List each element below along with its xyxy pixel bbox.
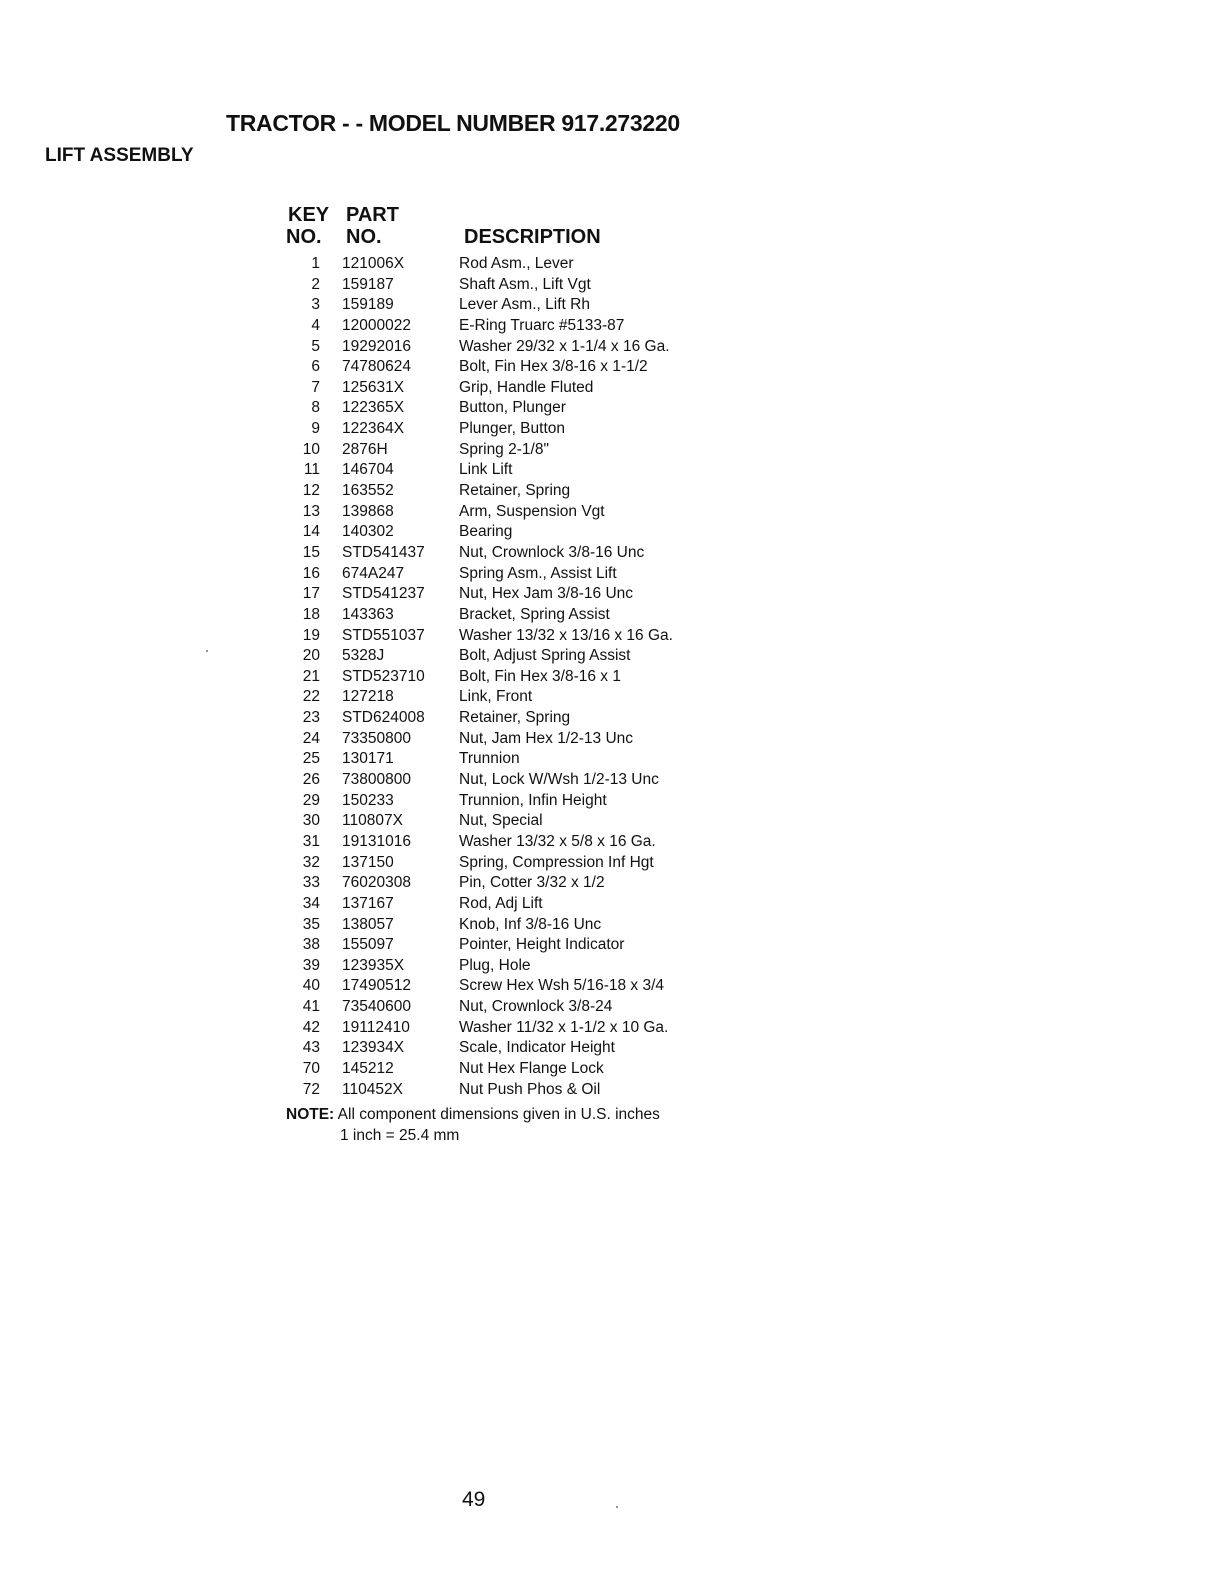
key-number: 13 [302, 502, 320, 520]
key-number: 35 [302, 915, 320, 933]
key-number: 32 [302, 853, 320, 871]
part-description: E-Ring Truarc #5133-87 [459, 316, 625, 334]
part-description: Trunnion, Infin Height [459, 791, 607, 809]
key-number: 6 [311, 358, 320, 376]
note [286, 1104, 660, 1146]
key-number: 29 [302, 791, 320, 809]
part-number: STD541437 [342, 543, 425, 561]
part-description: Nut, Crownlock 3/8-24 [459, 998, 613, 1016]
part-number: 127218 [342, 688, 394, 706]
part-description: Trunnion [459, 750, 520, 768]
part-description: Nut Push Phos & Oil [459, 1080, 601, 1098]
key-number: 72 [302, 1080, 320, 1098]
part-number: STD541237 [342, 585, 425, 603]
part-description: Bolt, Adjust Spring Assist [459, 647, 631, 665]
key-number: 30 [302, 812, 320, 830]
part-number: 12000022 [342, 316, 411, 334]
part-number: 122365X [342, 399, 405, 417]
part-description: Washer 13/32 x 13/16 x 16 Ga. [459, 626, 673, 644]
key-number: 42 [302, 1018, 320, 1036]
part-description: Plug, Hole [459, 956, 531, 974]
part-description: Washer 13/32 x 5/8 x 16 Ga. [459, 832, 656, 850]
part-number: 110452X [342, 1080, 403, 1098]
note-label: NOTE: [286, 1106, 335, 1123]
part-description: Button, Plunger [459, 399, 566, 417]
part-number: 122364X [342, 420, 405, 438]
key-number: 4 [311, 316, 320, 334]
part-description: Link Lift [459, 461, 513, 479]
part-description: Bolt, Fin Hex 3/8-16 x 1-1/2 [459, 358, 648, 376]
note-conversion: 1 inch = 25.4 mm [340, 1127, 460, 1144]
section-title: LIFT ASSEMBLY [45, 145, 194, 166]
page-title: TRACTOR - - MODEL NUMBER 917.273220 [226, 110, 680, 136]
key-number: 20 [302, 647, 320, 665]
page-number: 49 [462, 1488, 486, 1511]
part-number: 2876H [342, 440, 388, 458]
part-number: 110807X [342, 812, 403, 830]
part-description: Bearing [459, 523, 513, 541]
key-number: 70 [302, 1059, 320, 1077]
part-number: 139868 [342, 502, 394, 520]
part-description: Rod, Adj Lift [459, 894, 543, 912]
part-description: Knob, Inf 3/8-16 Unc [459, 915, 602, 933]
part-description: Nut, Hex Jam 3/8-16 Unc [459, 585, 634, 603]
key-number: 15 [302, 543, 320, 561]
key-number: 5 [311, 337, 320, 355]
part-description: Bracket, Spring Assist [459, 605, 610, 623]
part-number: 143363 [342, 605, 394, 623]
part-number: 140302 [342, 523, 394, 541]
key-number: 38 [302, 936, 320, 954]
key-number: 2 [311, 275, 320, 293]
part-description: Spring, Compression Inf Hgt [459, 853, 654, 871]
part-description: Shaft Asm., Lift Vgt [459, 275, 591, 293]
key-number: 31 [302, 832, 320, 850]
key-number: 8 [311, 399, 320, 417]
key-number: 16 [302, 564, 320, 582]
part-description: Link, Front [459, 688, 533, 706]
part-number: 155097 [342, 936, 394, 954]
part-number: STD624008 [342, 709, 425, 727]
key-number: 7 [311, 378, 320, 396]
key-number: 43 [302, 1039, 320, 1057]
key-number: 41 [302, 998, 320, 1016]
key-number: 40 [302, 977, 320, 995]
part-number: 123934X [342, 1039, 405, 1057]
key-number: 26 [302, 771, 320, 789]
part-description: Spring 2-1/8" [459, 440, 549, 458]
key-number: 23 [302, 709, 320, 727]
note-text: All component dimensions given in U.S. inches [334, 1106, 660, 1123]
part-description: Nut, Special [459, 812, 543, 830]
part-number: 73800800 [342, 771, 411, 789]
part-description: Lever Asm., Lift Rh [459, 296, 590, 314]
part-description: Washer 29/32 x 1-1/4 x 16 Ga. [459, 337, 670, 355]
part-description: Retainer, Spring [459, 709, 571, 727]
scan-speck [616, 1506, 618, 1508]
part-number: STD551037 [342, 626, 425, 644]
part-number: 19131016 [342, 832, 411, 850]
part-number: 137150 [342, 853, 394, 871]
key-number: 17 [302, 585, 320, 603]
key-number: 21 [302, 667, 320, 685]
part-description: Pin, Cotter 3/32 x 1/2 [459, 874, 605, 892]
key-number: 1 [311, 255, 320, 272]
header-key: KEY [288, 204, 330, 226]
part-number: 76020308 [342, 874, 411, 892]
part-description: Screw Hex Wsh 5/16-18 x 3/4 [459, 977, 665, 995]
key-number: 22 [302, 688, 320, 706]
key-number: 34 [302, 894, 320, 912]
part-description: Plunger, Button [459, 420, 565, 438]
key-number: 12 [302, 482, 320, 500]
part-description: Retainer, Spring [459, 482, 571, 500]
part-number: 123935X [342, 956, 405, 974]
part-description: Washer 11/32 x 1-1/2 x 10 Ga. [459, 1018, 669, 1036]
part-description: Nut, Jam Hex 1/2-13 Unc [459, 729, 634, 747]
part-number: 138057 [342, 915, 394, 933]
key-number: 39 [302, 956, 320, 974]
part-description: Bolt, Fin Hex 3/8-16 x 1 [459, 667, 621, 685]
part-number: 159189 [342, 296, 394, 314]
part-number: STD523710 [342, 667, 425, 685]
part-number: 19112410 [342, 1018, 410, 1036]
key-number: 25 [302, 750, 320, 768]
header-part: PART [346, 204, 399, 226]
part-description: Spring Asm., Assist Lift [459, 564, 617, 582]
part-description: Nut Hex Flange Lock [459, 1059, 604, 1077]
part-number: 74780624 [342, 358, 411, 376]
key-number: 33 [302, 874, 320, 892]
part-description: Arm, Suspension Vgt [459, 502, 605, 520]
part-number: 73540600 [342, 998, 411, 1016]
part-number: 159187 [342, 275, 394, 293]
key-number: 18 [302, 605, 320, 623]
part-number: 130171 [342, 750, 394, 768]
part-description: Pointer, Height Indicator [459, 936, 625, 954]
part-number: 19292016 [342, 337, 411, 355]
part-description: Rod Asm., Lever [459, 255, 574, 272]
header-key-no: NO. [286, 226, 322, 248]
key-number: 9 [311, 420, 320, 438]
part-number: 137167 [342, 894, 394, 912]
key-number: 24 [302, 729, 320, 747]
part-number: 150233 [342, 791, 394, 809]
part-number: 146704 [342, 461, 394, 479]
part-number: 73350800 [342, 729, 411, 747]
part-number: 674A247 [342, 564, 405, 582]
part-number: 145212 [342, 1059, 394, 1077]
part-description: Nut, Crownlock 3/8-16 Unc [459, 543, 645, 561]
part-description: Nut, Lock W/Wsh 1/2-13 Unc [459, 771, 659, 789]
part-number: 125631X [342, 378, 405, 396]
part-number: 121006X [342, 255, 405, 272]
header-part-no: NO. [346, 226, 382, 248]
part-number: 163552 [342, 482, 394, 500]
key-number: 11 [303, 461, 320, 479]
part-description: Scale, Indicator Height [459, 1039, 615, 1057]
key-number: 14 [302, 523, 320, 541]
key-number: 3 [311, 296, 320, 314]
header-description: DESCRIPTION [464, 226, 601, 248]
part-number: 17490512 [342, 977, 411, 995]
key-number: 10 [302, 440, 320, 458]
part-description: Grip, Handle Fluted [459, 378, 594, 396]
key-number: 19 [302, 626, 320, 644]
scan-speck [206, 650, 208, 652]
part-number: 5328J [342, 647, 385, 665]
